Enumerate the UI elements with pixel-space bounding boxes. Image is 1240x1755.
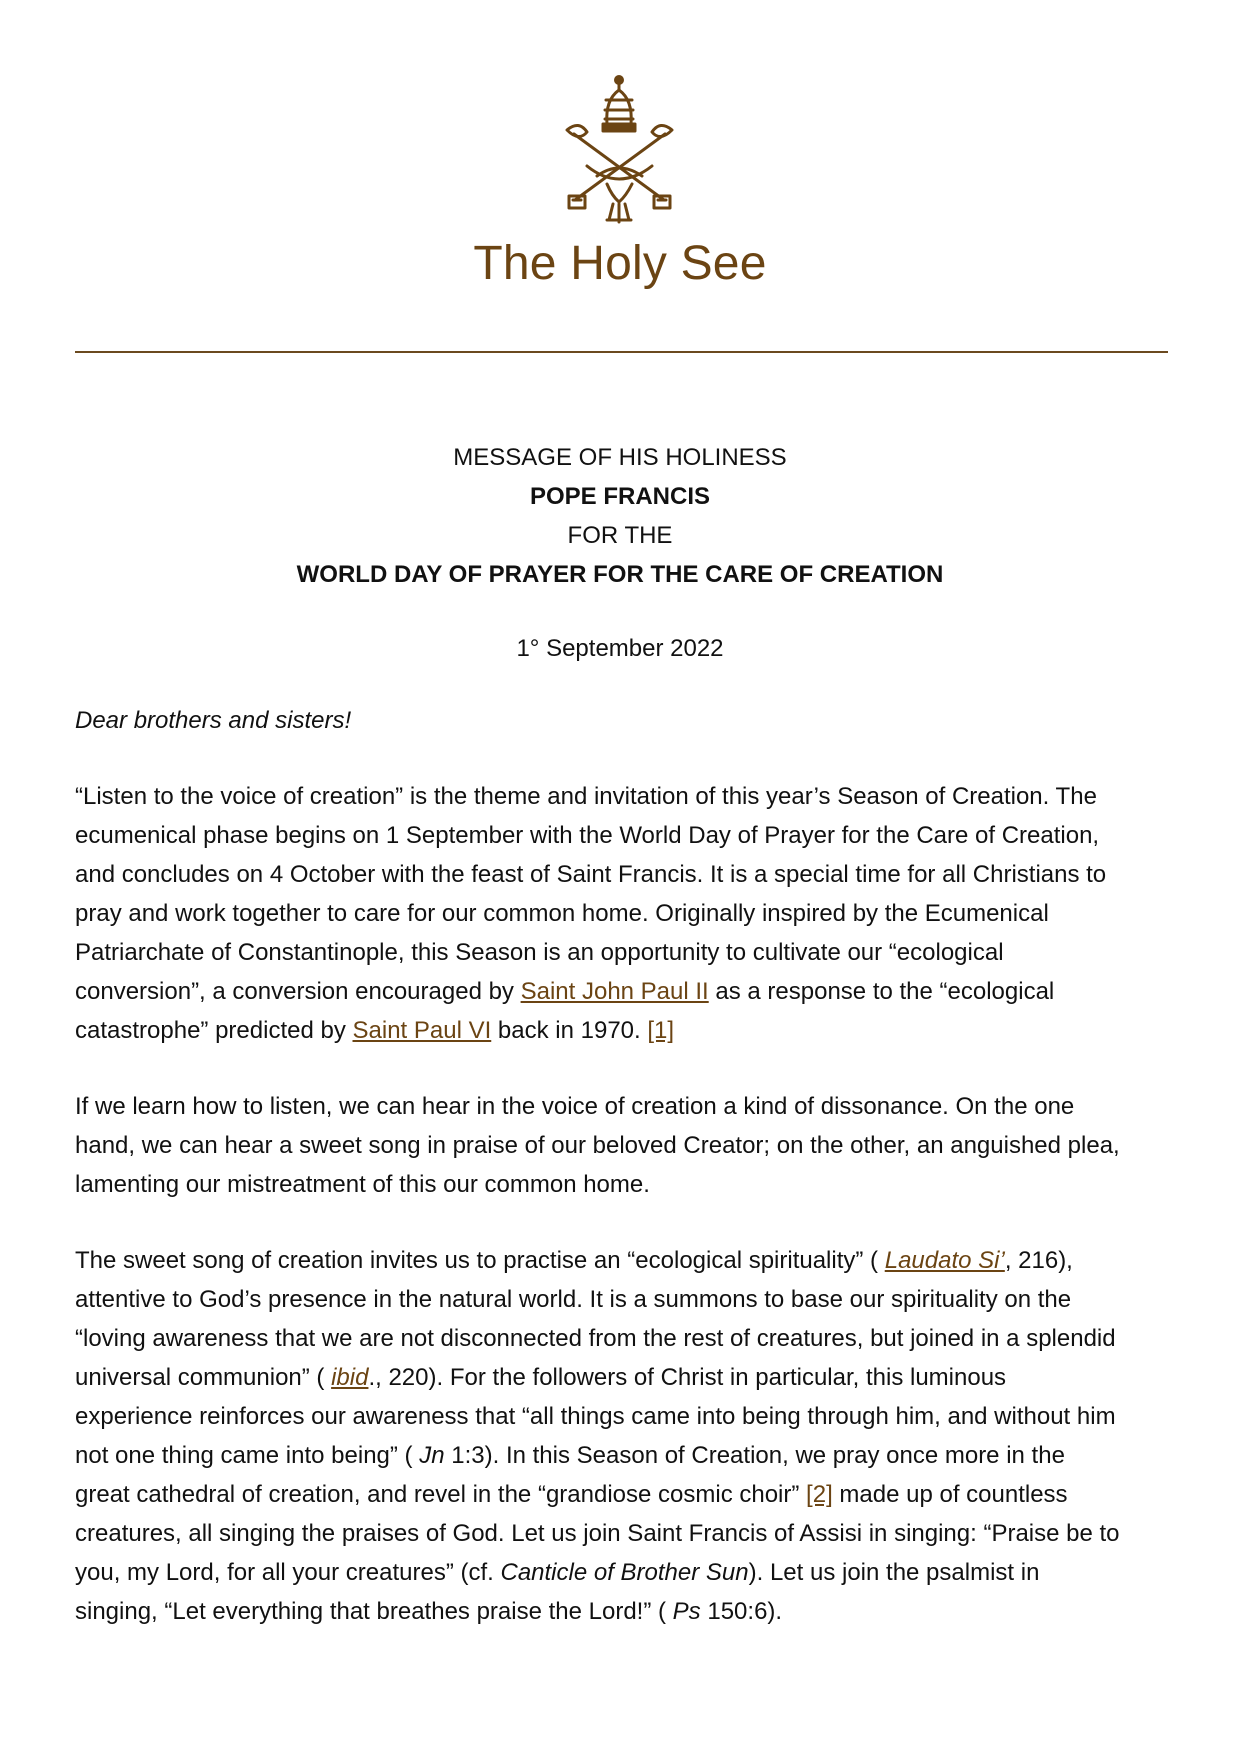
heading-line-1: MESSAGE OF HIS HOLINESS xyxy=(453,444,787,471)
message-body xyxy=(75,701,1175,1668)
paragraph-2: If we learn how to listen, we can hear in the voice of creation a kind of dissonance. On the one hand, we can hear a sweet song in praise of our beloved Creator; on the other, an anguished plea, lamenting our mistreatment of this our common home. xyxy=(75,1093,1120,1198)
footnote-link-2[interactable]: [2] xyxy=(806,1481,833,1508)
heading-line-4: WORLD DAY OF PRAYER FOR THE CARE OF CREATION xyxy=(296,561,944,588)
link-laudato-si[interactable]: Laudato Si’ xyxy=(884,1247,1005,1274)
link-saint-john-paul-ii[interactable]: Saint John Paul II xyxy=(520,978,709,1005)
footnote-link-1[interactable]: [1] xyxy=(647,1017,675,1044)
site-title[interactable]: The Holy See xyxy=(473,237,767,290)
paragraph-1: “Listen to the voice of creation” is the theme and invitation of this year’s Season of Creation. The ecumenical phase begins on 1 September with the World Day of Prayer for the Care of Creation, and concludes on 4 October with the feast of Saint Francis. It is a special time for all Christians to pray and work together to care for our common home. Originally inspired by the Ecumenical Patriarchate of Constantinople, this Season is an opportunity to cultivate our “ecological conversion”, a conversion encouraged by Saint John Paul II as a response to the “ecological catastrophe” predicted by Saint Paul VI back in 1970. [1] xyxy=(75,783,1107,1044)
papal-coat-of-arms-icon xyxy=(557,74,682,224)
heading-line-3: FOR THE xyxy=(567,522,673,549)
message-date: 1° September 2022 xyxy=(516,635,724,662)
paragraph-3: The sweet song of creation invites us to practise an “ecological spirituality” ( Laudato Si’, 216), attentive to God’s presence in the natural world. It is a summons to base our spirituality on the “loving awareness that we are not disconnected from the rest of creatures, but joined in a splendid universal communion” ( ibid., 220). For the followers of Christ in particular, this luminous experience reinforces our awareness that “all things came into being through him, and without him not one thing came into being” ( Jn 1:3). In this Season of Creation, we pray once more in the great cathedral of creation, and revel in the “grandiose cosmic choir” [2] made up of countless creatures, all singing the praises of God. Let us join Saint Francis of Assisi in singing: “Praise be to you, my Lord, for all your creatures” (cf. Canticle of Brother Sun). Let us join the psalmist in singing, “Let everything that breathes praise the Lord!” ( Ps 150:6). xyxy=(75,1247,1120,1625)
message-heading xyxy=(0,438,1240,594)
greeting-text: Dear brothers and sisters! xyxy=(75,707,352,734)
link-saint-paul-vi[interactable]: Saint Paul VI xyxy=(352,1017,492,1044)
greeting xyxy=(75,701,1175,740)
heading-line-2: POPE FRANCIS xyxy=(529,483,711,510)
header-divider xyxy=(75,351,1168,353)
link-ibid[interactable]: ibid xyxy=(331,1364,369,1391)
